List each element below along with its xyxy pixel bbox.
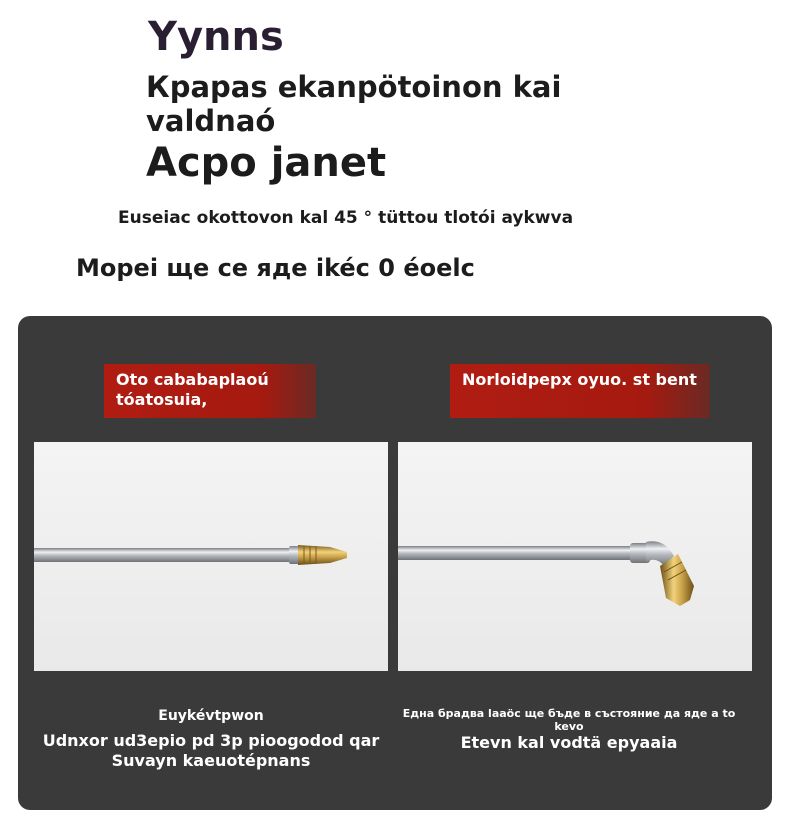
page-heading-large: Acpo janet xyxy=(146,140,387,186)
straight-nozzle-illustration xyxy=(34,442,388,671)
left-caption-title: Euykévtpwon xyxy=(158,708,264,724)
right-caption-title: Една брадва laaöc ще бъде в състояние да яде a to kevo xyxy=(402,707,736,733)
bent-nozzle-image xyxy=(398,442,752,671)
left-caption-text: Udnxor ud3epio pd 3p pioogodod qar Suvayn kaeuotépnans xyxy=(42,731,380,770)
page-heading: Кpapas ekanpötoinon kai valdnaó xyxy=(146,70,562,138)
straight-nozzle-image xyxy=(34,442,388,671)
page-title: Yynns xyxy=(148,14,284,60)
left-feature-tag: Oto cababaplaoú tóatosuia, xyxy=(104,364,316,418)
page-subtitle: Euseiac okottovon kal 45 ° tüttou tlotói aykwva xyxy=(118,208,574,228)
right-caption-text: Etevn kal vodtä epyaaia xyxy=(460,733,678,752)
bent-nozzle-illustration xyxy=(398,442,752,671)
right-feature-tag: Norloidpepx oyuo. st bent xyxy=(450,364,710,418)
page-subtitle-2: Mopei ще се яде ikéc 0 éoelc xyxy=(76,254,475,282)
